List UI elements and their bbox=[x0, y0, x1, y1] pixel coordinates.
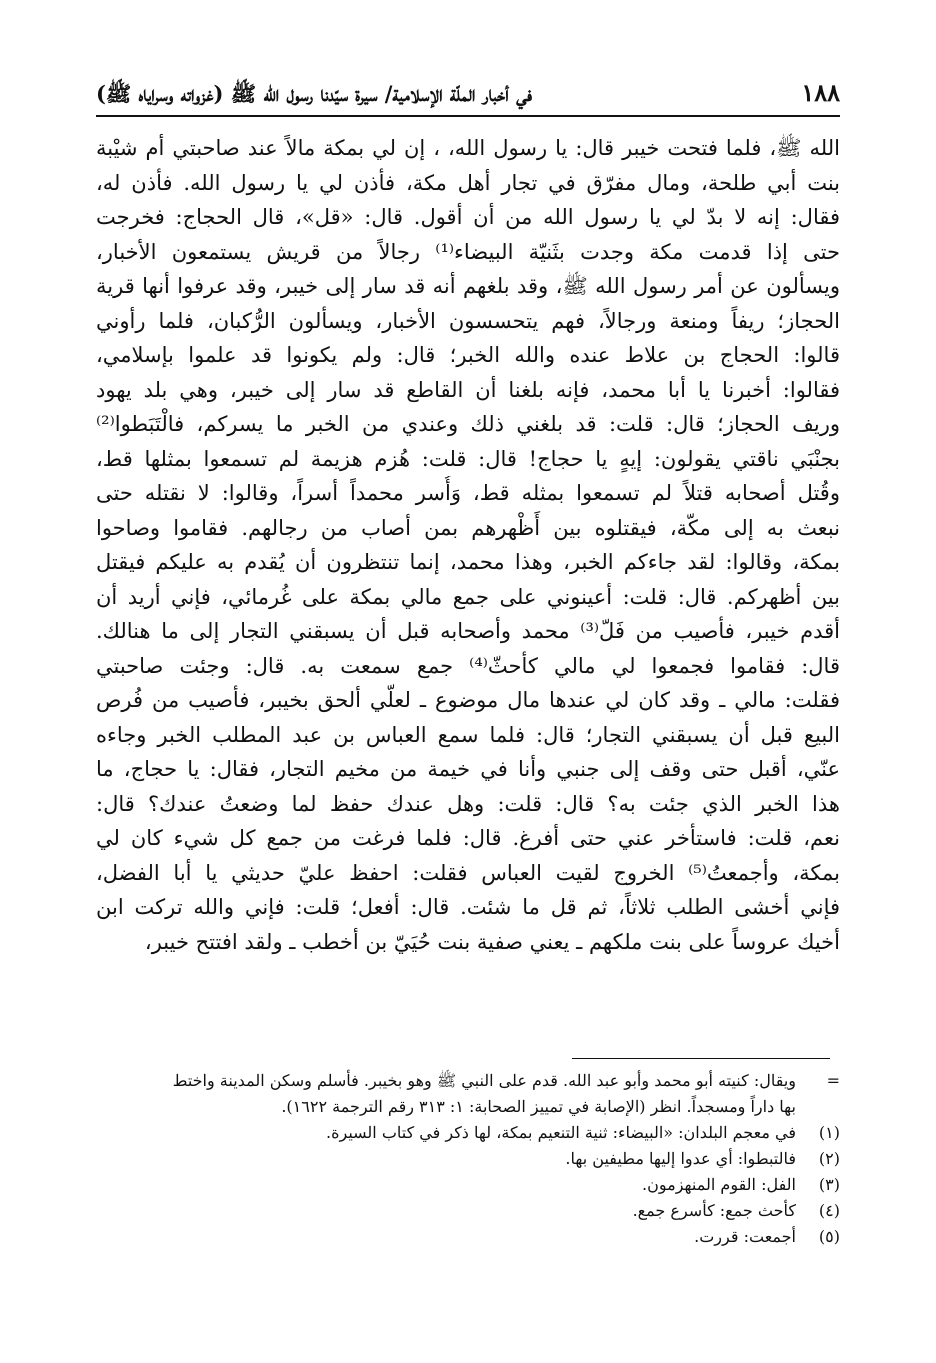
text-line: بين أظهركم. قال: قلت: أعينوني على جمع مالي بمكة على غُرمائي، فإني أريد أن bbox=[96, 584, 840, 609]
footnote-2 bbox=[96, 1146, 840, 1172]
body-text bbox=[96, 131, 840, 959]
footnote-continuation-marker: = bbox=[826, 1071, 840, 1090]
running-head: في أخبار الملّة الإسلامية/ سيرة سيّدنا رسول الله ﷺ (غزواته وسراياه ﷺ) bbox=[96, 81, 533, 106]
text-line: ويسألون عن أمر رسول الله ﷺ، وقد بلغهم أنه قد سار إلى خيبر، وقد عرفوا أنها قرية bbox=[96, 274, 840, 298]
footnote-4 bbox=[96, 1198, 840, 1224]
footnote-text: في معجم البلدان: «البيضاء: ثنية التنعيم بمكة، لها ذكر في كتاب السيرة. bbox=[326, 1123, 796, 1142]
footnote-marker: (٤) bbox=[818, 1201, 840, 1220]
text-line: بجنْبَي ناقتي يقولون: إيهٍ يا حجاج! قال: قلت: هُزم هزيمة لم تسمعوا بمثلها قط، bbox=[96, 446, 840, 471]
text-line: بنت أبي طلحة، ومال مفرّق في تجار أهل مكة، فأذن لي يا رسول الله. فأذن له، bbox=[96, 170, 840, 195]
text-line: فإني أخشى الطلب ثلاثاً، ثم قل ما شئت. قال: أفعل؛ قلت: فإني والله تركت ابن bbox=[96, 895, 840, 919]
footnote-5 bbox=[96, 1224, 840, 1250]
text-line: قالوا: الحجاج بن علاط عنده والله الخبر؛ قال: ولم يكونوا قد علموا بإسلامي، bbox=[96, 343, 840, 367]
footnote-continuation bbox=[96, 1068, 840, 1094]
footnote-continuation-text-2: بها داراً ومسجداً. انظر (الإصابة في تمييز الصحابة: ١: ٣١٣ رقم الترجمة ١٦٢٢). bbox=[281, 1097, 796, 1116]
text-line: البيع قبل أن يسبقني التجار؛ قال: فلما سمع العباس بن عبد المطلب الخبر وجاءه bbox=[96, 722, 840, 747]
text-line: نبعث به إلى مكّة، فيقتلوه بين أَظْهرهم بمن أصاب من رجالهم. فقاموا وصاحوا bbox=[96, 515, 840, 540]
text-line: بمكة، وقالوا: لقد جاءكم الخبر، وهذا محمد، إنما تنتظرون أن يُقدم به عليكم فيقتل bbox=[96, 550, 840, 574]
text-line: عنّي، أقبل حتى وقف إلى جنبي وأنا في خيمة من مخيم التجار، فقال: يا حجاج، ما bbox=[96, 757, 840, 781]
text-line: فقالوا: أخبرنا يا أبا محمد، فإنه بلغنا أن القاطع قد سار إلى خيبر، وهي بلد يهود bbox=[96, 377, 840, 402]
footnote-text: الفل: القوم المنهزمون. bbox=[642, 1175, 796, 1194]
text-line: فقلت: مالي ـ وقد كان لي عندها مال موضوع ـ لعلّي ألحق بخيبر، فأصيب من فُرص bbox=[96, 688, 840, 712]
footnote-divider bbox=[572, 1058, 830, 1059]
text-line: الله ﷺ، فلما فتحت خيبر قال: يا رسول الله، ، إن لي بمكة مالاً عند صاحبتي أم شيْبة bbox=[96, 136, 840, 160]
text-line: وريف الحجاز؛ قال: قلت: قد بلغني ذلك وعندي من الخبر ما يسركم، فالْتَبَطوا⁽²⁾ bbox=[96, 412, 840, 436]
text-line: نعم، قلت: فاستأخر عني حتى أفرغ. قال: فلما فرغت من جمع كل شيء كان لي bbox=[96, 826, 840, 850]
footnote-text: فالتبطوا: أي عدوا إليها مطيفين بها. bbox=[565, 1149, 796, 1168]
text-line: أقدم خيبر، فأصيب من فَلّ⁽³⁾ محمد وأصحابه قبل أن يسبقني التجار إلى ما هنالك. bbox=[96, 619, 840, 643]
text-line: حتى إذا قدمت مكة وجدت بثَنيّة البيضاء⁽¹⁾ رجالاً من قريش يستمعون الأخبار، bbox=[96, 239, 840, 264]
footnote-marker: (٣) bbox=[818, 1175, 840, 1194]
footnote-marker: (٢) bbox=[818, 1149, 840, 1168]
text-line: الحجاز؛ ريفاً ومنعة ورجالاً، فهم يتحسسون الأخبار، ويسألون الرُّكبان، فلما رأوني bbox=[96, 308, 840, 333]
text-line: بمكة، وأجمعتُ⁽⁵⁾ الخروج لقيت العباس فقلت: احفظ عليّ حديثي يا أبا الفضل، bbox=[96, 860, 840, 885]
footnote-3 bbox=[96, 1172, 840, 1198]
page-number: ١٨٨ bbox=[801, 78, 840, 107]
text-line: أخيك عروساً على بنت ملكهم ـ يعني صفية بنت حُيَيّ بن أخطب ـ ولقد افتتح خيبر، bbox=[144, 929, 840, 954]
text-line: هذا الخبر الذي جئت به؟ قال: قلت: وهل عندك حفظ لما وضعتُ عندك؟ قال: bbox=[96, 791, 840, 816]
text-line: فقال: إنه لا بدّ لي يا رسول الله من أن أقول. قال: «قل»، قال الحجاج: فخرجت bbox=[96, 205, 840, 229]
footnote-text: أجمعت: قررت. bbox=[694, 1227, 796, 1246]
page-header bbox=[96, 78, 840, 117]
text-line: وقُتل أصحابه قتلاً لم تسمعوا بمثله قط، وَأُسر محمداً أسراً، وقالوا: لا نقتله حتى bbox=[96, 481, 840, 505]
text-line: قال: فقاموا فجمعوا لي مالي كأحثّ⁽⁴⁾ جمع سمعت به. قال: وجئت صاحبتي bbox=[96, 653, 840, 678]
footnote-continuation-text: ويقال: كنيته أبو محمد وأبو عبد الله. قدم على النبي ﷺ وهو بخيبر. فأسلم وسكن المدينة واختط bbox=[172, 1071, 796, 1090]
footnote-marker: (٥) bbox=[818, 1227, 840, 1246]
footnotes bbox=[96, 1068, 840, 1250]
footnote-1 bbox=[96, 1120, 840, 1146]
footnote-text: كأحث جمع: كأسرع جمع. bbox=[632, 1201, 796, 1220]
footnote-marker: (١) bbox=[818, 1123, 840, 1142]
